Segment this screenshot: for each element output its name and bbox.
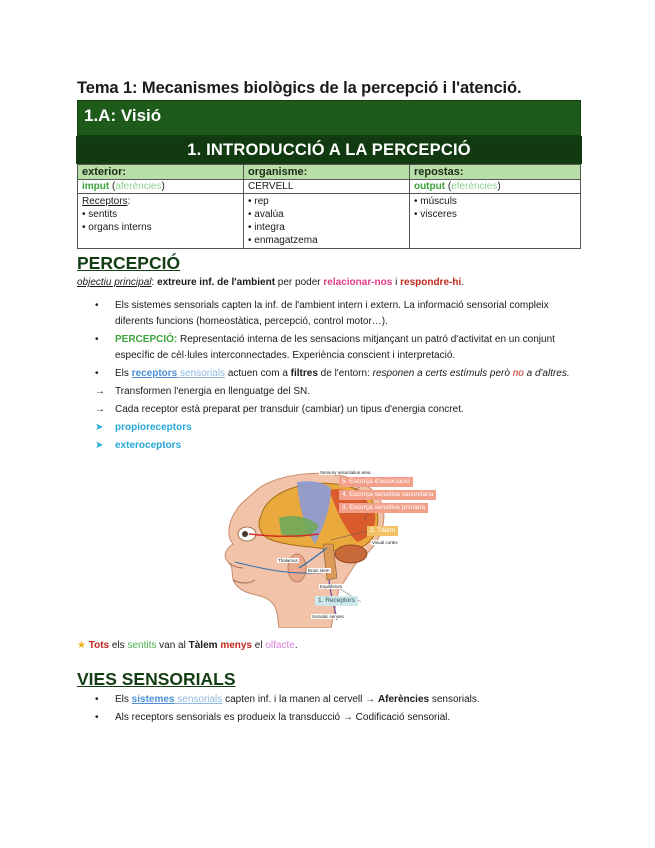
label-escorca-primaria: 3. Escorça sensitiva primària bbox=[339, 503, 428, 513]
objective-respondre: respondre-hi bbox=[400, 277, 462, 288]
paren-close: ) bbox=[497, 181, 501, 192]
objective-label: objectiu principal bbox=[77, 277, 152, 288]
list-item bbox=[77, 366, 581, 382]
tots-red: Tots bbox=[88, 640, 110, 651]
list-item-text: visceres bbox=[420, 209, 457, 220]
imput-term: imput bbox=[82, 181, 110, 192]
document-page bbox=[77, 79, 581, 728]
paren-open: ( bbox=[112, 181, 116, 192]
arrow-right-icon: → bbox=[95, 386, 105, 397]
propioreceptors: propioreceptors bbox=[115, 422, 192, 433]
objective-mid: per poder bbox=[275, 277, 324, 288]
arrow-right-icon: → bbox=[95, 404, 105, 415]
olfacte-violet: olfacte bbox=[265, 640, 295, 651]
filtres-bold: filtres bbox=[290, 368, 318, 379]
list-item bbox=[77, 384, 581, 400]
list-item: • integra bbox=[247, 222, 285, 233]
eferencies-term: eferències bbox=[451, 181, 498, 192]
list-item-text: Transformen l'energia en llenguatge del SN. bbox=[115, 386, 310, 397]
text: Els bbox=[115, 694, 132, 705]
tiny-label: Somatic senses bbox=[312, 614, 344, 619]
table-cell-respostes-list bbox=[409, 194, 580, 249]
percepcio-list bbox=[77, 298, 581, 454]
paren-open: ( bbox=[447, 181, 452, 192]
bullet-icon bbox=[95, 298, 109, 314]
text: van al bbox=[156, 640, 189, 651]
list-item-text: integra bbox=[254, 222, 285, 233]
aferencies-bold: Aferències bbox=[377, 694, 430, 705]
chevron-right-icon: ➤ bbox=[95, 440, 104, 451]
text: sensorials. bbox=[429, 694, 480, 705]
italic-text: a d'altres. bbox=[523, 368, 570, 379]
talem-bold: Tàlem bbox=[188, 640, 218, 651]
list-item: • sentits bbox=[82, 209, 118, 220]
paren-close: ) bbox=[161, 181, 165, 192]
receptors-label: Receptors bbox=[82, 196, 128, 207]
percepcio-label: PERCEPCIÓ: bbox=[115, 334, 178, 345]
table-header-exterior: exterior: bbox=[78, 165, 244, 180]
objective-bold: extreure inf. de l'ambient bbox=[157, 277, 276, 288]
bullet-icon bbox=[95, 692, 109, 708]
no-red: no bbox=[512, 368, 524, 379]
brain-illustration bbox=[219, 468, 449, 628]
tiny-label: Sensory association area bbox=[320, 470, 371, 475]
list-item bbox=[77, 332, 581, 364]
output-term: output bbox=[413, 181, 446, 192]
vies-list bbox=[77, 692, 581, 726]
list-item: • enmagatzema bbox=[247, 235, 318, 246]
label-escorca-associacio: 5. Escorça d'associació bbox=[339, 477, 413, 487]
label-receptors: 1. Receptors bbox=[315, 596, 358, 606]
bullet-icon bbox=[95, 710, 109, 726]
list-item-text: Els sistemes sensorials capten la inf. de l'ambient intern i extern. La informació sensorial compleix diferents funcions (homeostàtica, percepció, control motor…). bbox=[115, 300, 549, 327]
tiny-label: Brain stem bbox=[308, 568, 330, 573]
text: capten inf. i la manen al cervell → bbox=[222, 694, 378, 705]
section-bar-introduccio: 1. INTRODUCCIÓ A LA PERCEPCIÓ bbox=[76, 136, 582, 164]
list-item-text: avalúa bbox=[254, 209, 284, 220]
italic-text: responen a certs estímuls però bbox=[372, 368, 513, 379]
table-header-organisme: organisme: bbox=[243, 165, 409, 180]
document-title: Tema 1: Mecanismes biològics de la percepció i l'atenció. bbox=[77, 79, 522, 97]
heading-vies-sensorials: VIES SENSORIALS bbox=[77, 669, 236, 689]
bullet-icon bbox=[95, 366, 109, 382]
list-item-text: sentits bbox=[88, 209, 118, 220]
tiny-label: Thalamus bbox=[278, 558, 298, 563]
table-cell-organisme-list bbox=[243, 194, 409, 249]
receptors-colon: : bbox=[127, 196, 131, 207]
list-item-text: Representació interna de les sensacions mitjançant un patró d'activitat en un conjunt específic de cèl·lules interconnectades. Experiència conscient i interpretació. bbox=[115, 334, 555, 361]
list-item-text: músculs bbox=[420, 196, 457, 207]
chevron-right-icon: ➤ bbox=[95, 422, 104, 433]
list-item-text: organs interns bbox=[88, 222, 152, 233]
perception-table bbox=[77, 164, 581, 249]
bullet-icon bbox=[95, 332, 109, 348]
objective-relacionar: relacionar-nos bbox=[323, 277, 393, 288]
list-item: • organs interns bbox=[82, 222, 152, 233]
objective-colon: : bbox=[151, 277, 158, 288]
list-item bbox=[77, 438, 581, 454]
list-item: • músculs bbox=[413, 196, 457, 207]
star-icon: ★ bbox=[77, 640, 86, 651]
text: els bbox=[109, 640, 128, 651]
table-cell-output bbox=[409, 180, 580, 194]
text: el bbox=[252, 640, 266, 651]
list-item bbox=[77, 692, 581, 708]
receptors-title bbox=[82, 195, 239, 208]
aferencies-term: aferències bbox=[115, 181, 162, 192]
list-item-text: Cada receptor està preparat per transduir (cambiar) un tipus d'energia concret. bbox=[115, 404, 464, 415]
text: Els bbox=[115, 368, 132, 379]
list-item: • rep bbox=[247, 196, 269, 207]
list-item: • visceres bbox=[413, 209, 457, 220]
list-item bbox=[77, 402, 581, 418]
sensorials-link[interactable]: sensorials bbox=[177, 368, 226, 379]
exteroceptors: exteroceptors bbox=[115, 440, 182, 451]
text: actuen com a bbox=[225, 368, 291, 379]
objective-end: . bbox=[461, 277, 465, 288]
menys-red: menys bbox=[220, 640, 252, 651]
table-cell-imput bbox=[78, 180, 244, 194]
heading-percepcio: PERCEPCIÓ bbox=[77, 253, 181, 273]
note-line bbox=[77, 640, 581, 651]
sistemes-link[interactable]: sistemes bbox=[131, 694, 175, 705]
list-item: • avalúa bbox=[247, 209, 284, 220]
list-item bbox=[77, 298, 581, 330]
receptors-link[interactable]: receptors bbox=[131, 368, 178, 379]
label-talem: 2. Tàlem bbox=[367, 526, 398, 536]
list-item bbox=[77, 420, 581, 436]
tiny-label: Equilibrium bbox=[320, 584, 343, 589]
table-header-repostas: repostas: bbox=[409, 165, 580, 180]
table-cell-cervell: CERVELL bbox=[243, 180, 409, 194]
list-item bbox=[77, 710, 581, 726]
sentits-green: sentits bbox=[127, 640, 157, 651]
list-item-text: enmagatzema bbox=[254, 235, 318, 246]
tiny-label: Visual cortex bbox=[372, 540, 398, 545]
list-item-text: Als receptors sensorials es produeix la transducció → Codificació sensorial. bbox=[115, 712, 451, 723]
label-escorca-secundaria: 4. Escorça sensitiva secundària bbox=[339, 490, 436, 500]
section-bar-visio: 1.A: Visió bbox=[77, 100, 581, 136]
text: de l'entorn: bbox=[317, 368, 373, 379]
objective-line bbox=[77, 277, 581, 288]
sensorials-link[interactable]: sensorials bbox=[174, 694, 223, 705]
list-item-text: rep bbox=[254, 196, 269, 207]
table-cell-receptors bbox=[78, 194, 244, 249]
text: . bbox=[294, 640, 298, 651]
objective-i: i bbox=[392, 277, 401, 288]
